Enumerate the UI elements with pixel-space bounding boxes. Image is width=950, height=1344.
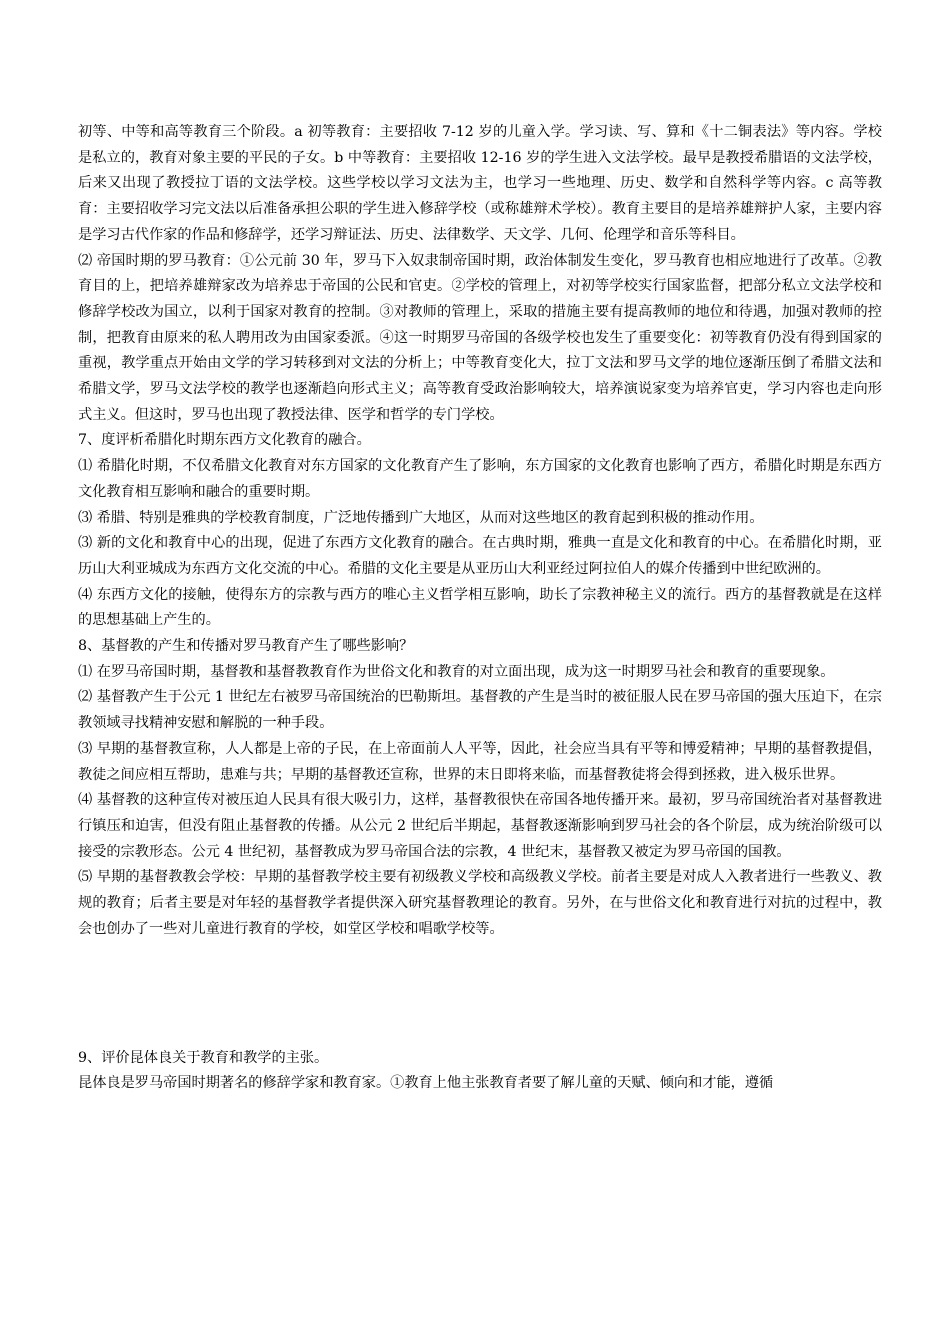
question-7-heading: 7、度评析希腊化时期东西方文化教育的融合。: [78, 432, 371, 449]
paragraph-q8-3: ⑶ 早期的基督教宣称，人人都是上帝的子民，在上帝面前人人平等，因此，社会应当具有平等和博爱精神；早期的基督教提倡，教徒之间应相互帮助，患难与共；早期的基督教还宣称，世界的末日即将来临，而基督教徒将会得到拯救，进入极乐世界。: [78, 740, 882, 783]
paragraph-q8-5: ⑸ 早期的基督教教会学校：早期的基督教学校主要有初级教义学校和高级教义学校。前者主要是对成人入教者进行一些教义、教规的教育；后者主要是对年轻的基督教学者提供深入研究基督教理论的教育。另外，在与世俗文化和教育进行对抗的过程中，教会也创办了一些对儿童进行教育的学校，如堂区学校和唱歌学校等。: [78, 869, 882, 937]
paragraph-q8-1: ⑴ 在罗马帝国时期，基督教和基督教教育作为世俗文化和教育的对立面出现，成为这一时期罗马社会和教育的重要现象。: [78, 663, 835, 680]
paragraph-q7-1: ⑴ 希腊化时期，不仅希腊文化教育对东方国家的文化教育产生了影响，东方国家的文化教育也影响了西方，希腊化时期是东西方文化教育相互影响和融合的重要时期。: [78, 458, 882, 500]
blank-space: [78, 943, 882, 1046]
question-8-heading: 8、基督教的产生和传播对罗马教育产生了哪些影响？: [78, 638, 414, 655]
paragraph-q7-3: ⑶ 新的文化和教育中心的出现，促进了东西方文化教育的融合。在古典时期，雅典一直是文化和教育的中心。在希腊化时期，亚历山大利亚城成为东西方文化交流的中心。希腊的文化主要是从亚历山大利亚经过阿拉伯人的媒介传播到中世纪欧洲的。: [78, 535, 882, 577]
document-page: [78, 120, 882, 1097]
paragraph-q9-1: 昆体良是罗马帝国时期著名的修辞学家和教育家。①教育上他主张教育者要了解儿童的天赋、倾向和才能，遵循: [78, 1075, 774, 1092]
paragraph-q8-2: ⑵ 基督教产生于公元 1 世纪左右被罗马帝国统治的巴勒斯坦。基督教的产生是当时的被征服人民在罗马帝国的强大压迫下，在宗教领域寻找精神安慰和解脱的一种手段。: [78, 689, 882, 732]
paragraph-1: 初等、中等和高等教育三个阶段。a 初等教育：主要招收 7-12 岁的儿童入学。学习读、写、算和《十二铜表法》等内容。学校是私立的，教育对象主要的平民的子女。b 中等教育：主要招收 12-16 岁的学生进入文法学校。最早是教授希腊语的文法学校，后来又出现了教授拉丁语的文法学校。这些学校以学习文法为主，也学习一些地理、历史、数学和自然科学等内容。c 高等教育：主要招收学习完文法以后准备承担公职的学生进入修辞学校（或称雄辩术学校）。教育主要目的是培养雄辩护人家，主要内容是学习古代作家的作品和修辞学，还学习辩证法、历史、法律数学、天文学、几何、伦理学和音乐等科目。: [78, 124, 882, 243]
paragraph-q7-4: ⑷ 东西方文化的接触，使得东方的宗教与西方的唯心主义哲学相互影响，助长了宗教神秘主义的流行。西方的基督教就是在这样的思想基础上产生的。: [78, 586, 882, 629]
paragraph-q7-2: ⑶ 希腊、特别是雅典的学校教育制度，广泛地传播到广大地区，从而对这些地区的教育起到积极的推动作用。: [78, 509, 764, 526]
paragraph-q8-4: ⑷ 基督教的这种宣传对被压迫人民具有很大吸引力，这样，基督教很快在帝国各地传播开来。最初，罗马帝国统治者对基督教进行镇压和迫害，但没有阻止基督教的传播。从公元 2 世纪后半期起，基督教逐渐影响到罗马社会的各个阶层，成为统治阶级可以接受的宗教形态。公元 4 世纪初，基督教成为罗马帝国合法的宗教，4 世纪末，基督教又被定为罗马帝国的国教。: [78, 792, 882, 860]
paragraph-2: ⑵ 帝国时期的罗马教育：①公元前 30 年，罗马下入奴隶制帝国时期，政治体制发生变化，罗马教育也相应地进行了改革。②教育目的上，把培养雄辩家改为培养忠于帝国的公民和官吏。②学校的管理上，对初等学校实行国家监督，把部分私立文法学校和修辞学校改为国立，以利于国家对教育的控制。③对教师的管理上，采取的措施主要有提高教师的地位和待遇，加强对教师的控制，把教育由原来的私人聘用改为由国家委派。④这一时期罗马帝国的各级学校也发生了重要变化：初等教育仍没有得到国家的重视，教学重点开始由文学的学习转移到对文法的分析上；中等教育变化大，拉丁文法和罗马文学的地位逐渐压倒了希腊文法和希腊文学，罗马文法学校的教学也逐渐趋向形式主义；高等教育受政治影响较大，培养演说家变为培养官吏，学习内容也走向形式主义。但这时，罗马也出现了教授法律、医学和哲学的专门学校。: [78, 252, 882, 423]
question-9-heading: 9、评价昆体良关于教育和教学的主张。: [78, 1049, 329, 1066]
